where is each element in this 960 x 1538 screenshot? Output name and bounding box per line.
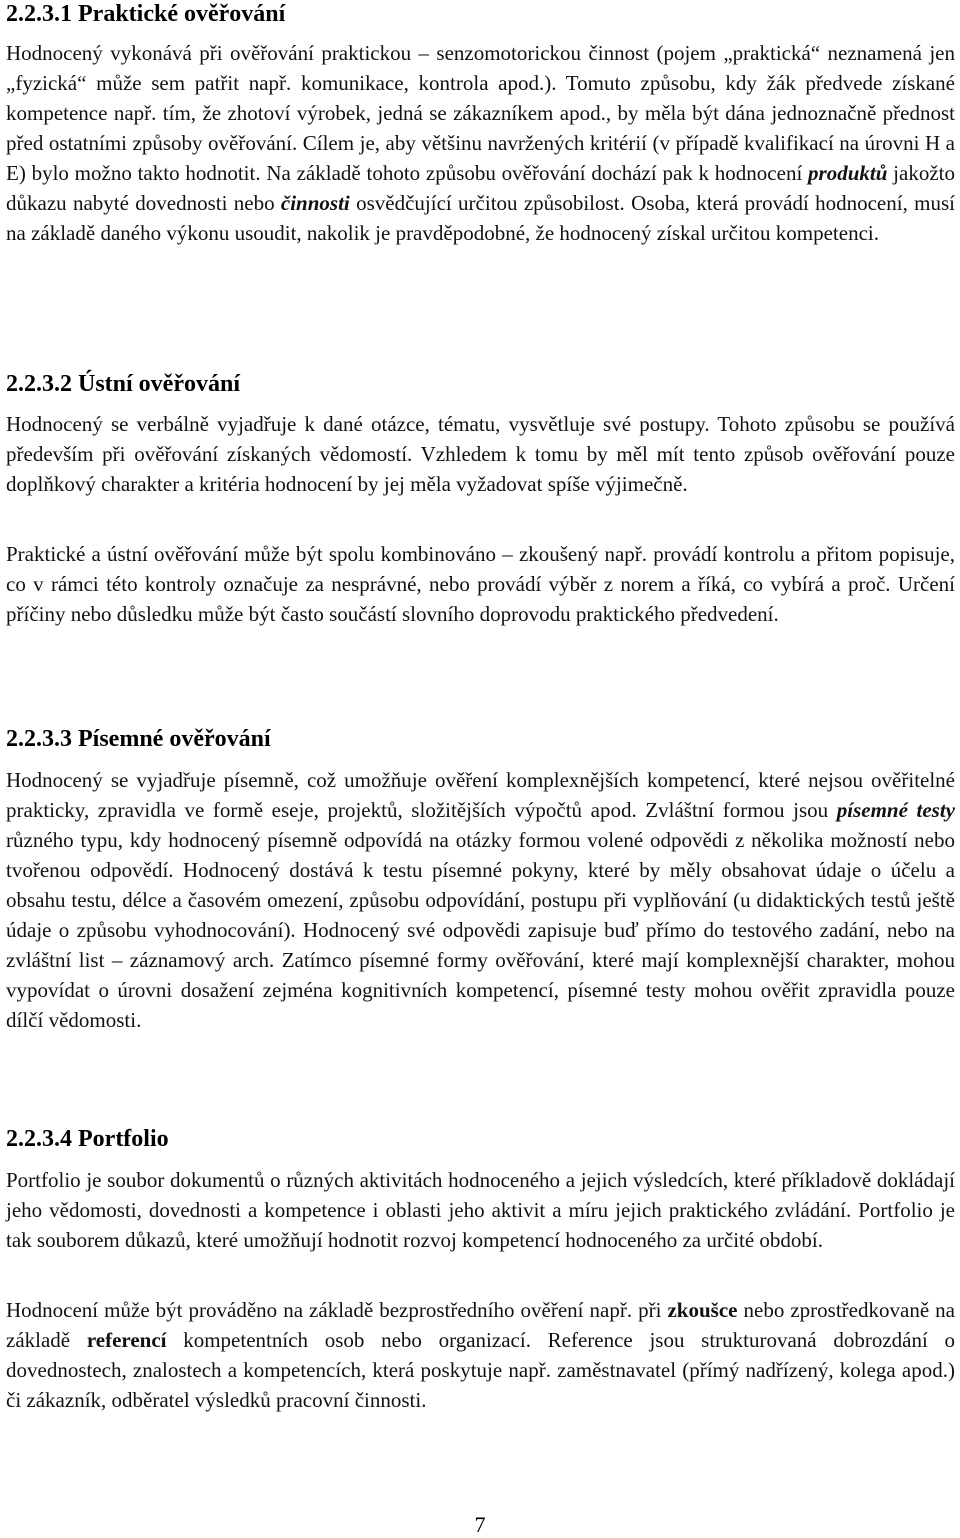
text-run: jakožto důkazu nabyté dovednosti nebo: [6, 161, 955, 215]
paragraph-oral-1: [6, 409, 955, 499]
emphasized-term: písemné testy: [836, 798, 955, 822]
page-number: 7: [474, 1512, 486, 1537]
bold-term: zkoušce: [667, 1298, 738, 1322]
text-run: Hodnocený se vyjadřuje písemně, což umožňuje ověření komplexnějších kompetencí, které nejsou ověřitelné prakticky, zpravidla ve formě eseje, projektů, složitějších výpočtů apod. Zvláštní formou jsou: [6, 768, 955, 822]
section-heading-portfolio: 2.2.3.4 Portfolio: [6, 1126, 169, 1152]
paragraph-portfolio-2: [6, 1295, 955, 1415]
paragraph-practical: [6, 38, 955, 248]
text-run: Praktické a ústní ověřování může být spolu kombinováno – zkoušený např. provádí kontrolu a přitom popisuje, co v rámci této kontroly označuje za nesprávné, nebo provádí výběr z norem a říká, co vybírá a proč. Určení příčiny nebo důsledku může být často součástí slovního doprovodu praktického předvedení.: [6, 542, 955, 626]
text-run: Hodnocení může být prováděno na základě bezprostředního ověření např. při: [6, 1298, 668, 1322]
section-heading-practical: 2.2.3.1 Praktické ověřování: [6, 1, 286, 27]
section-heading-oral: 2.2.3.2 Ústní ověřování: [6, 371, 240, 397]
emphasized-term: produktů: [808, 161, 888, 185]
paragraph-written: [6, 765, 955, 1035]
section-heading-written: 2.2.3.3 Písemné ověřování: [6, 726, 271, 752]
bold-term: referencí: [86, 1328, 167, 1352]
paragraph-portfolio-1: [6, 1165, 955, 1255]
paragraph-oral-2: [6, 539, 955, 629]
text-run: kompetentních osob nebo organizací. Reference jsou strukturovaná dobrozdání o dovednostech, znalostech a kompetencích, která poskytuje např. zaměstnavatel (přímý nadřízený, kolega apod.) či zákazník, odběratel výsledků pracovní činnosti.: [6, 1328, 955, 1412]
text-run: Hodnocený se verbálně vyjadřuje k dané otázce, tématu, vysvětluje své postupy. Tohoto způsobu se používá především při ověřování získaných vědomostí. Vzhledem k tomu by měl mít tento způsob ověřování pouze doplňkový charakter a kritéria hodnocení by jej měla vyžadovat spíše výjimečně.: [6, 412, 955, 496]
text-run: různého typu, kdy hodnocený písemně odpovídá na otázky formou volené odpovědi z několika možností nebo tvořenou odpovědí. Hodnocený dostává k testu písemné pokyny, které by měly obsahovat údaje o účelu a obsahu testu, délce a časovém omezení, způsobu odpovídání, postupu při vyplňování (u didaktických testů ještě údaje o způsobu vyhodnocování). Hodnocený své odpovědi zapisuje buď přímo do testového zadání, nebo na zvláštní list – záznamový arch. Zatímco písemné formy ověřování, které mají komplexnější charakter, mohou vypovídat o úrovni dosažení zejména kognitivních kompetencí, písemné testy mohou ověřit zpravidla pouze dílčí vědomosti.: [6, 828, 955, 1032]
text-run: Hodnocený vykonává při ověřování praktickou – senzomotorickou činnost (pojem „praktická“ neznamená jen „fyzická“ může sem patřit např. komunikace, kontrola apod.). Tomuto způsobu, kdy žák předvede získané kompetence např. tím, že zhotoví výrobek, jedná se zákazníkem apod., by měla být dána jednoznačně přednost před ostatními způsoby ověřování. Cílem je, aby většinu navržených kritérií (v případě kvalifikací na úrovni H a E) bylo možno takto hodnotit. Na základě tohoto způsobu ověřování dochází pak k hodnocení: [6, 41, 955, 185]
text-run: nebo zprostředkovaně na základě: [6, 1298, 955, 1352]
text-run: Portfolio je soubor dokumentů o různých aktivitách hodnoceného a jejich výsledcích, které příkladově dokládají jeho vědomosti, dovednosti a kompetence i oblasti jeho aktivit a míru jejich praktického zvládání. Portfolio je tak souborem důkazů, které umožňují hodnotit rozvoj kompetencí hodnoceného za určité období.: [6, 1168, 955, 1252]
emphasized-term: činnosti: [280, 191, 350, 215]
text-run: osvědčující určitou způsobilost. Osoba, která provádí hodnocení, musí na základě daného výkonu usoudit, nakolik je pravděpodobné, že hodnocený získal určitou kompetenci.: [6, 191, 955, 245]
